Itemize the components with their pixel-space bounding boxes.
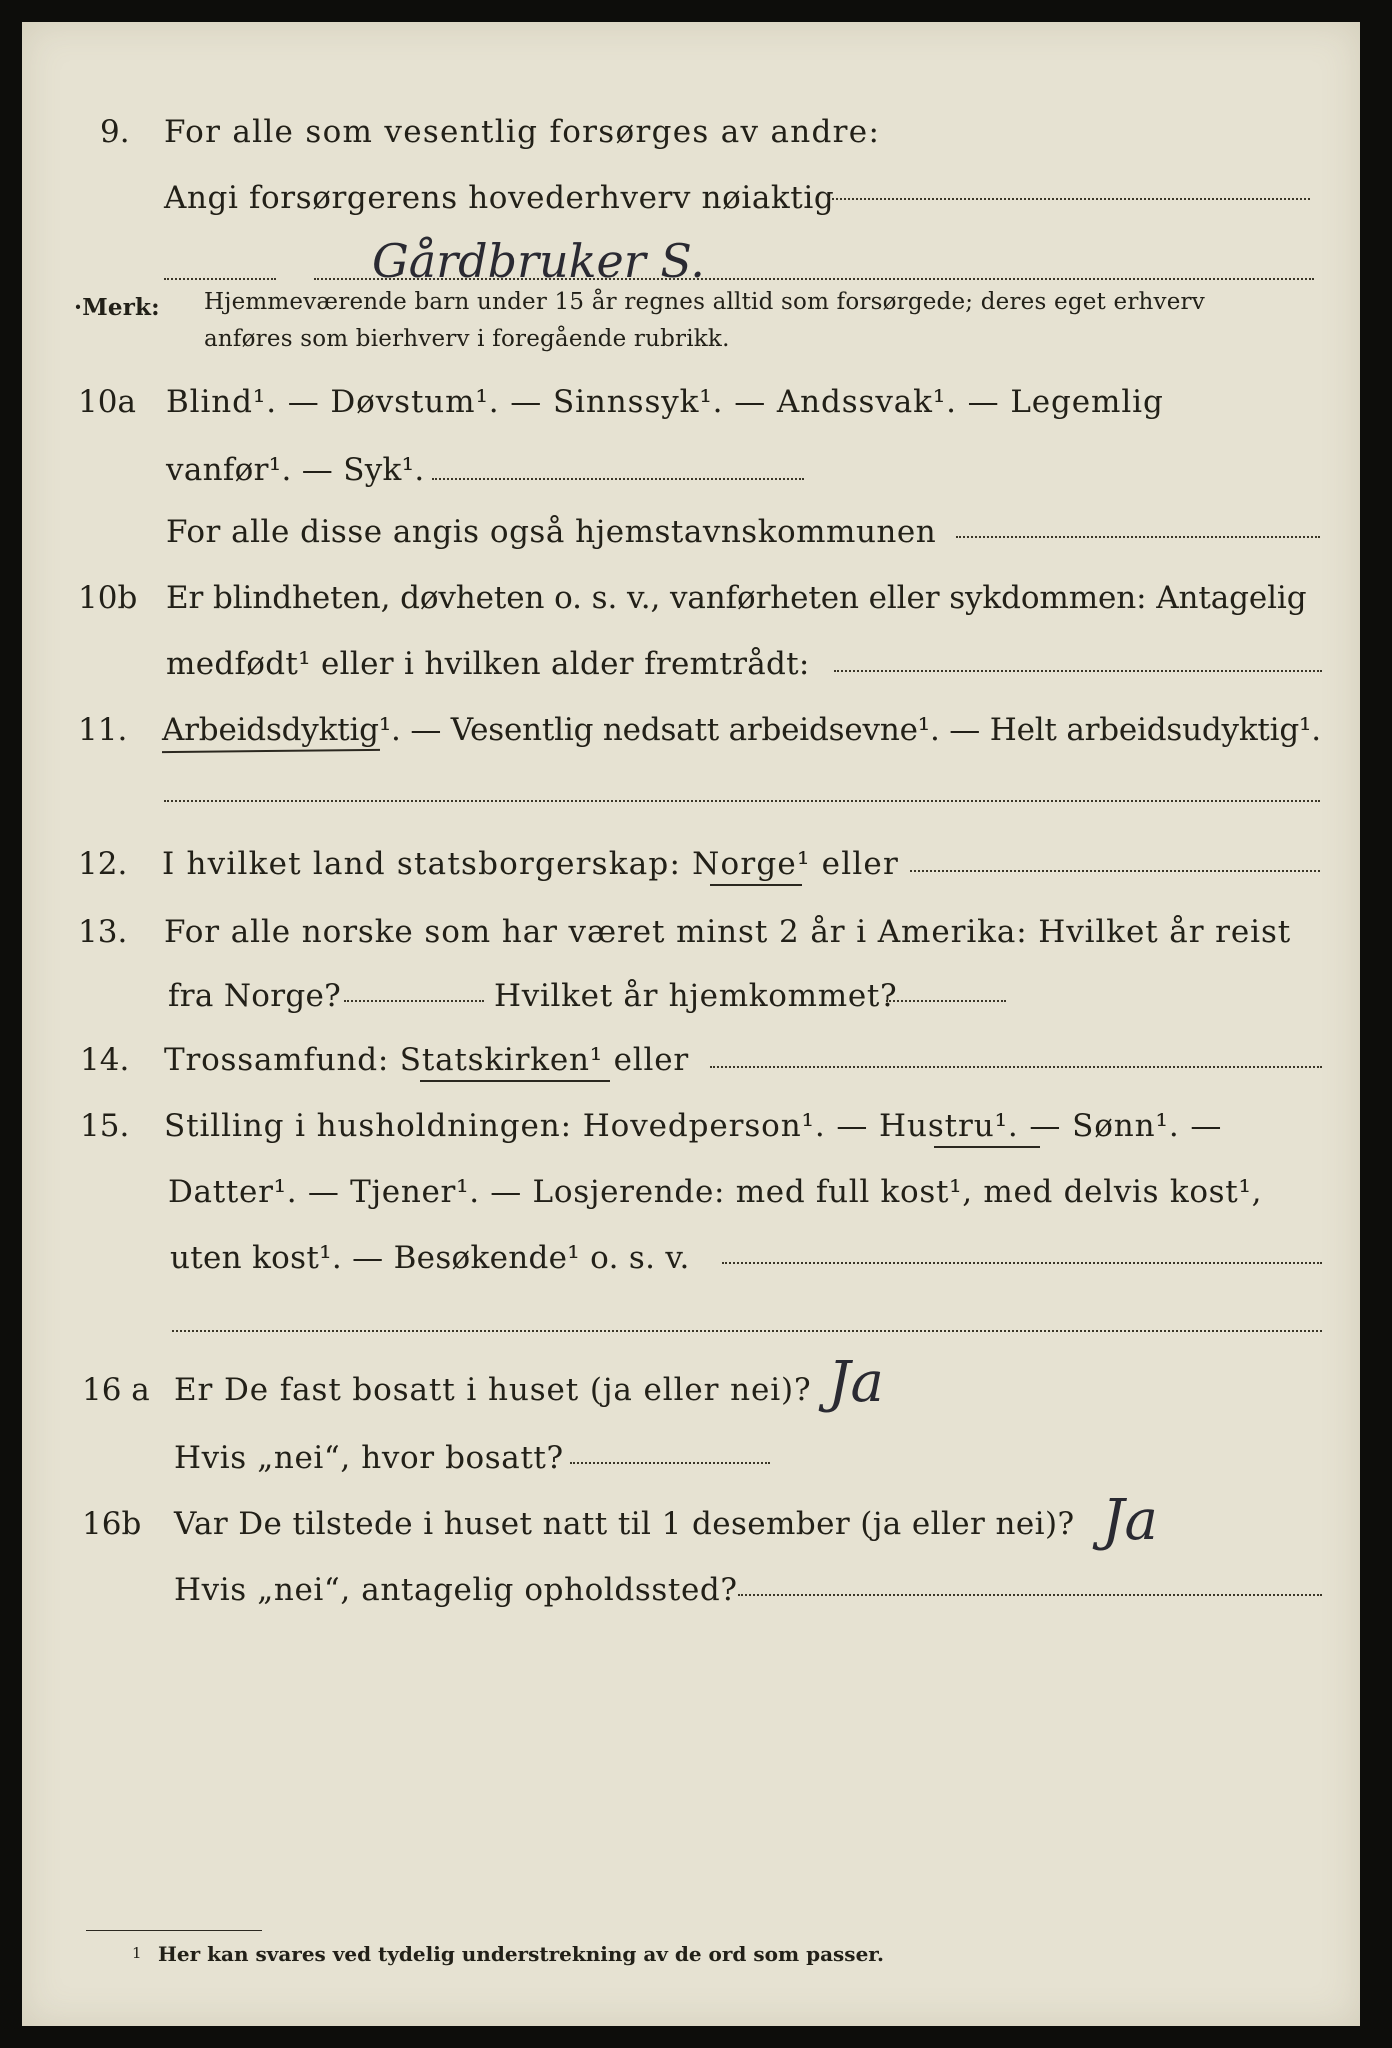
q9-handwritten-answer: Gårdbruker S. — [372, 234, 705, 288]
q15-dotline-2 — [172, 1330, 1322, 1332]
q10b-line2: medfødt¹ eller i hvilken alder fremtrådt: — [166, 646, 810, 682]
q11-handwritten-underline — [162, 749, 380, 753]
q9-answer-dotline-1 — [832, 198, 1310, 200]
q10a-dotline-2 — [956, 536, 1320, 538]
q14-dotline — [710, 1066, 1322, 1068]
footnote-mark: 1 — [132, 1944, 142, 1962]
q16a-number: 16 a — [82, 1372, 150, 1408]
q13-dotline-2 — [886, 1000, 1006, 1002]
q16b-line1: Var De tilstede i huset natt til 1 desember (ja eller nei)? — [174, 1506, 1075, 1542]
q9-line2: Angi forsørgerens hovederhverv nøiaktig — [164, 180, 835, 216]
q9-line1: For alle som vesentlig forsørges av andre: — [164, 114, 881, 150]
q16a-line2: Hvis „nei“, hvor bosatt? — [174, 1440, 564, 1476]
q12-handwritten-underline — [710, 884, 802, 886]
footnote-rule — [86, 1930, 262, 1931]
q12-dotline — [910, 870, 1320, 872]
q10b-dotline — [834, 670, 1322, 672]
q12-line1: I hvilket land statsborgerskap: Norge¹ eller — [162, 846, 899, 882]
q16b-handwritten-answer: Ja — [1102, 1488, 1158, 1553]
q16b-number: 16b — [82, 1506, 142, 1542]
census-form-page — [22, 22, 1360, 2026]
q14-number: 14. — [80, 1042, 130, 1078]
q13-number: 13. — [78, 914, 128, 950]
q16a-line1: Er De fast bosatt i huset (ja eller nei)? — [174, 1372, 812, 1408]
q15-number: 15. — [80, 1108, 130, 1144]
q13-line2a: fra Norge? — [168, 978, 342, 1014]
q10a-number: 10a — [78, 384, 136, 420]
q14-line1: Trossamfund: Statskirken¹ eller — [164, 1042, 689, 1078]
q9-number: 9. — [100, 114, 130, 150]
q15-line2: Datter¹. — Tjener¹. — Losjerende: med full kost¹, med delvis kost¹, — [168, 1174, 1263, 1210]
q13-line2b: Hvilket år hjemkommet? — [494, 978, 898, 1014]
q11-number: 11. — [78, 712, 128, 748]
note-label: ·Merk: — [74, 294, 160, 321]
q10a-line2: vanfør¹. — Syk¹. — [166, 452, 425, 488]
q16b-line2: Hvis „nei“, antagelig opholdssted? — [174, 1572, 738, 1608]
q10a-line3: For alle disse angis også hjemstavnskommunen — [166, 514, 937, 550]
q16a-dotline — [570, 1462, 770, 1464]
q16a-handwritten-answer: Ja — [828, 1350, 884, 1415]
q13-line1: For alle norske som har været minst 2 år i Amerika: Hvilket år reist — [164, 914, 1292, 950]
q15-dotline-1 — [722, 1262, 1322, 1264]
q10b-line1: Er blindheten, døvheten o. s. v., vanførheten eller sykdommen: Antagelig — [166, 580, 1307, 616]
note-line2: anføres som bierhverv i foregående rubrikk. — [204, 326, 730, 352]
footnote-text: Her kan svares ved tydelig understrekning av de ord som passer. — [158, 1942, 884, 1966]
q15-handwritten-underline — [934, 1146, 1040, 1148]
note-line1: Hjemmeværende barn under 15 år regnes alltid som forsørgede; deres eget erhverv — [204, 289, 1205, 315]
q13-dotline-1 — [344, 1000, 484, 1002]
q9-answer-dotline-2b — [314, 278, 1314, 280]
q9-answer-dotline-2a — [164, 278, 276, 280]
q15-line1: Stilling i husholdningen: Hovedperson¹. — Hustru¹. — Sønn¹. — — [164, 1108, 1223, 1144]
q10a-line1: Blind¹. — Døvstum¹. — Sinnssyk¹. — Andssvak¹. — Legemlig — [166, 384, 1164, 420]
q15-line3: uten kost¹. — Besøkende¹ o. s. v. — [170, 1240, 690, 1276]
q12-number: 12. — [78, 846, 128, 882]
q16b-dotline — [738, 1594, 1322, 1596]
q11-line1: Arbeidsdyktig¹. — Vesentlig nedsatt arbeidsevne¹. — Helt arbeidsudyktig¹. — [162, 712, 1321, 748]
q11-dotline — [164, 800, 1320, 802]
q10b-number: 10b — [78, 580, 138, 616]
q14-handwritten-underline — [420, 1080, 610, 1082]
q10a-dotline-1 — [432, 478, 804, 480]
